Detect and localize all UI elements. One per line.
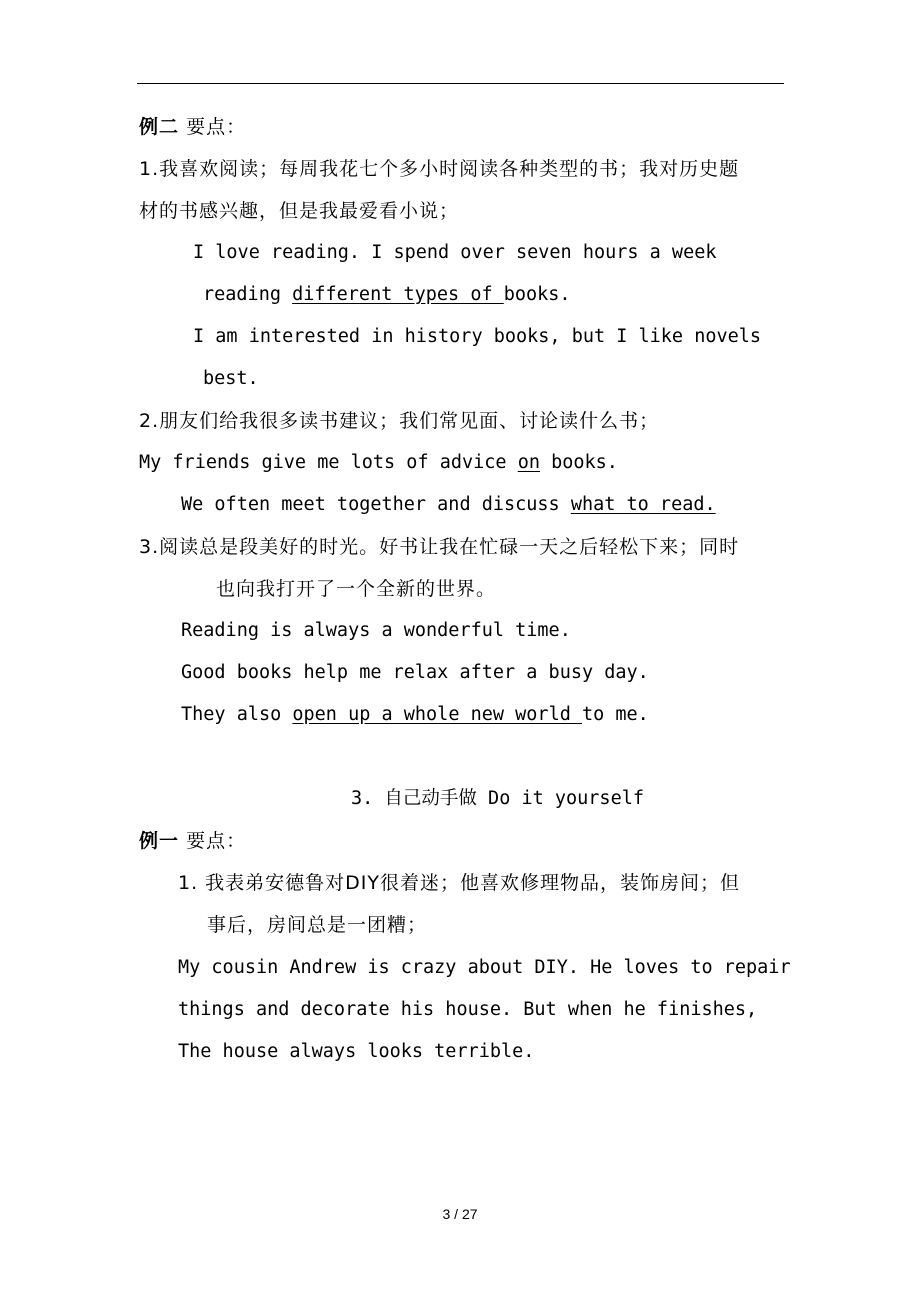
header-rule (137, 83, 784, 84)
example1-heading (139, 829, 246, 853)
text-segment: reading (203, 284, 293, 305)
example1-points-label: 要点： (186, 830, 247, 852)
example1-label: 例一 (139, 830, 180, 852)
example2-point2-cn: 2.朋友们给我很多读书建议；我们常见面、讨论读什么书； (139, 410, 660, 432)
text-segment: books. (539, 452, 618, 473)
example1-point1-cn-b: 事后，房间总是一团糟； (207, 914, 428, 936)
example2-point3-cn-b: 也向我打开了一个全新的世界。 (216, 578, 497, 600)
example2-point1-cn-b: 材的书感兴趣，但是我最爱看小说； (139, 200, 460, 222)
example2-heading (139, 115, 246, 139)
text-segment: We often meet together and discuss (181, 494, 571, 515)
example1-point1-cn-a: 1. 我表弟安德鲁对DIY很着迷；他喜欢修理物品，装饰房间；但 (178, 872, 741, 894)
example2-point3-en-1: Reading is always a wonderful time. (181, 620, 571, 641)
example2-label: 例二 (139, 116, 180, 138)
example2-point1-en-3: I am interested in history books, but I like novels (193, 326, 762, 347)
text-segment: to me. (581, 704, 649, 725)
page-number: 3 / 27 (442, 1206, 478, 1222)
example2-point3-en-2: Good books help me relax after a busy day. (181, 662, 649, 683)
example2-points-label: 要点： (186, 116, 247, 138)
example2-point1-en-1: I love reading. I spend over seven hours a week (193, 242, 717, 263)
example2-point3-en-3 (181, 703, 649, 727)
text-segment: books. (503, 284, 571, 305)
underlined-phrase: on (517, 452, 540, 473)
text-segment: They also (181, 704, 293, 725)
example2-point2-en-1 (139, 451, 618, 475)
underlined-phrase: what to read. (570, 494, 716, 515)
section-title: 3. 自己动手做 Do it yourself (351, 788, 644, 809)
example2-point3-cn-a: 3.阅读总是段美好的时光。好书让我在忙碌一天之后轻松下来；同时 (139, 536, 740, 558)
example2-point1-en-4: best. (203, 368, 259, 389)
example1-point1-en-2: things and decorate his house. But when he finishes, (178, 999, 758, 1020)
example1-point1-en-3: The house always looks terrible. (178, 1041, 535, 1062)
example2-point1-cn-a: 1.我喜欢阅读；每周我花七个多小时阅读各种类型的书；我对历史题 (139, 158, 740, 180)
underlined-phrase: different types of (292, 284, 504, 305)
example2-point2-en-2 (181, 493, 716, 517)
underlined-phrase: open up a whole new world (292, 704, 582, 725)
text-segment: My friends give me lots of advice (139, 452, 518, 473)
example2-point1-en-2 (203, 283, 571, 307)
example1-point1-en-1: My cousin Andrew is crazy about DIY. He loves to repair (178, 957, 791, 978)
